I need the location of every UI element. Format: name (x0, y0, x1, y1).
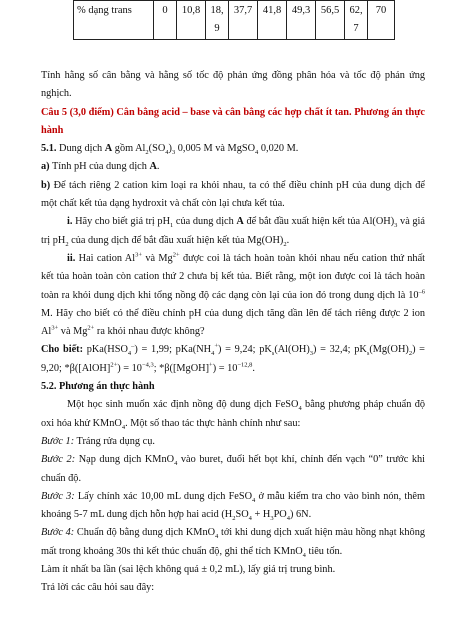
table-header-cell: % dạng trans (74, 1, 154, 40)
step-4: Bước 4: Chuẩn độ bằng dung dịch KMnO$_4$ tới khi dung dịch xuất hiện màu hồng nhạt không mất trong khoảng 30s thì kết thúc chuẩn độ, ghi thể tích KMnO$_4$ tiêu tốn. (41, 527, 426, 559)
table-cell: 0 (154, 1, 177, 40)
table-cell: 18, 9 (206, 1, 229, 40)
table-cell: 41,8 (258, 1, 287, 40)
answer-prompt: Trả lời các câu hỏi sau đây: (41, 582, 155, 594)
table-row (74, 1, 395, 40)
step-2: Bước 2: Nạp dung dịch KMnO$_4$ vào buret, đuổi hết bọt khí, chỉnh đến vạch “0” trước khi chuẩn độ. (41, 454, 426, 484)
question-b: b) Để tách riêng 2 cation kim loại ra khỏi nhau, ta có thể điều chỉnh pH của dung dịch để một chất kết tủa dạng hydroxit và chất còn lại chưa kết tủa. (41, 179, 425, 210)
section-5-2-heading: 5.2. Phương án thực hành (41, 381, 155, 393)
section-5-1: 5.1. Dung dịch A gồm $Al_2(SO_4)_3$ 0,005 M và MgSO$_4$ 0,020 M. (41, 143, 299, 157)
question-5-heading: Câu 5 (3,0 điểm) Cân bằng acid – base và cân bằng các hợp chất ít tan. Phương án thực hành (41, 106, 425, 136)
question-b-i: i. Hãy cho biết giá trị $pH_1$ của dung dịch A để bắt đầu xuất hiện kết tủa $Al(OH)_3$ và giá trị $pH_2$ của dung dịch để bắt đầu xuất hiện kết tủa $Mg(OH)_2$. (41, 216, 425, 248)
given-constants: Cho biết: $pKa(HSO_4^-) = 1,99$; $pKa(NH_4^+) = 9,24$; $pK_s(Al(OH)_3) = 32,4$; $pK_s(Mg(OH)_2) = 9,20$; *β([AlOH]$^{2+}$) = $10^{-4,3}$; *β([MgOH]+) = $10^{-12,8}$. (41, 343, 425, 374)
document-body (41, 67, 425, 598)
question-a: a) Tính pH của dung dịch A. (41, 161, 160, 173)
table-cell: 49,3 (287, 1, 316, 40)
repeat-instruction: Làm ít nhất ba lần (sai lệch không quá ± 0,2 mL), lấy giá trị trung bình. (41, 564, 336, 576)
intro-paragraph: Tính hằng số cân bằng và hằng số tốc độ phản ứng đồng phân hóa và tốc độ phản ứng nghịch. (41, 70, 425, 100)
table-cell: 10,8 (177, 1, 206, 40)
step-1: Bước 1: Tráng rửa dụng cụ. (41, 435, 155, 447)
table-cell: 62, 7 (345, 1, 368, 40)
question-b-ii: ii. Hai cation $Al^{3+}$ và $Mg^{2+}$ được coi là tách hoàn toàn khỏi nhau nếu cation thứ nhất kết tủa hoàn toàn còn cation thứ 2 chưa bị kết tủa. Biết rằng, một ion được coi là tách hoàn toàn ra khỏi dung dịch khi tổng nồng độ các dạng còn lại của ion đó trong dung dịch là $10^{-6}$ M. Hãy cho biết có thể điều chỉnh pH của dung dịch tăng dần lên để tách riêng được 2 ion $Al^{3+}$ và $Mg^{2+}$ ra khỏi nhau được không? (41, 251, 425, 338)
trans-percent-table (73, 0, 395, 40)
table-cell: 70 (368, 1, 395, 40)
step-3: Bước 3: Lấy chính xác 10,00 mL dung dịch FeSO$_4$ ở mẫu kiểm tra cho vào bình nón, thêm khoảng 5-7 mL dung dịch hỗn hợp hai acid $(H_2SO_4 + H_3PO_4)$ 6N. (41, 490, 426, 523)
section-5-2-intro: Một học sinh muốn xác định nồng độ dung dịch FeSO$_4$ bằng phương pháp chuẩn độ oxi hóa khử KMnO$_4$. Một số thao tác thực hành chính như sau: (41, 399, 425, 431)
table-cell: 37,7 (229, 1, 258, 40)
table-cell: 56,5 (316, 1, 345, 40)
